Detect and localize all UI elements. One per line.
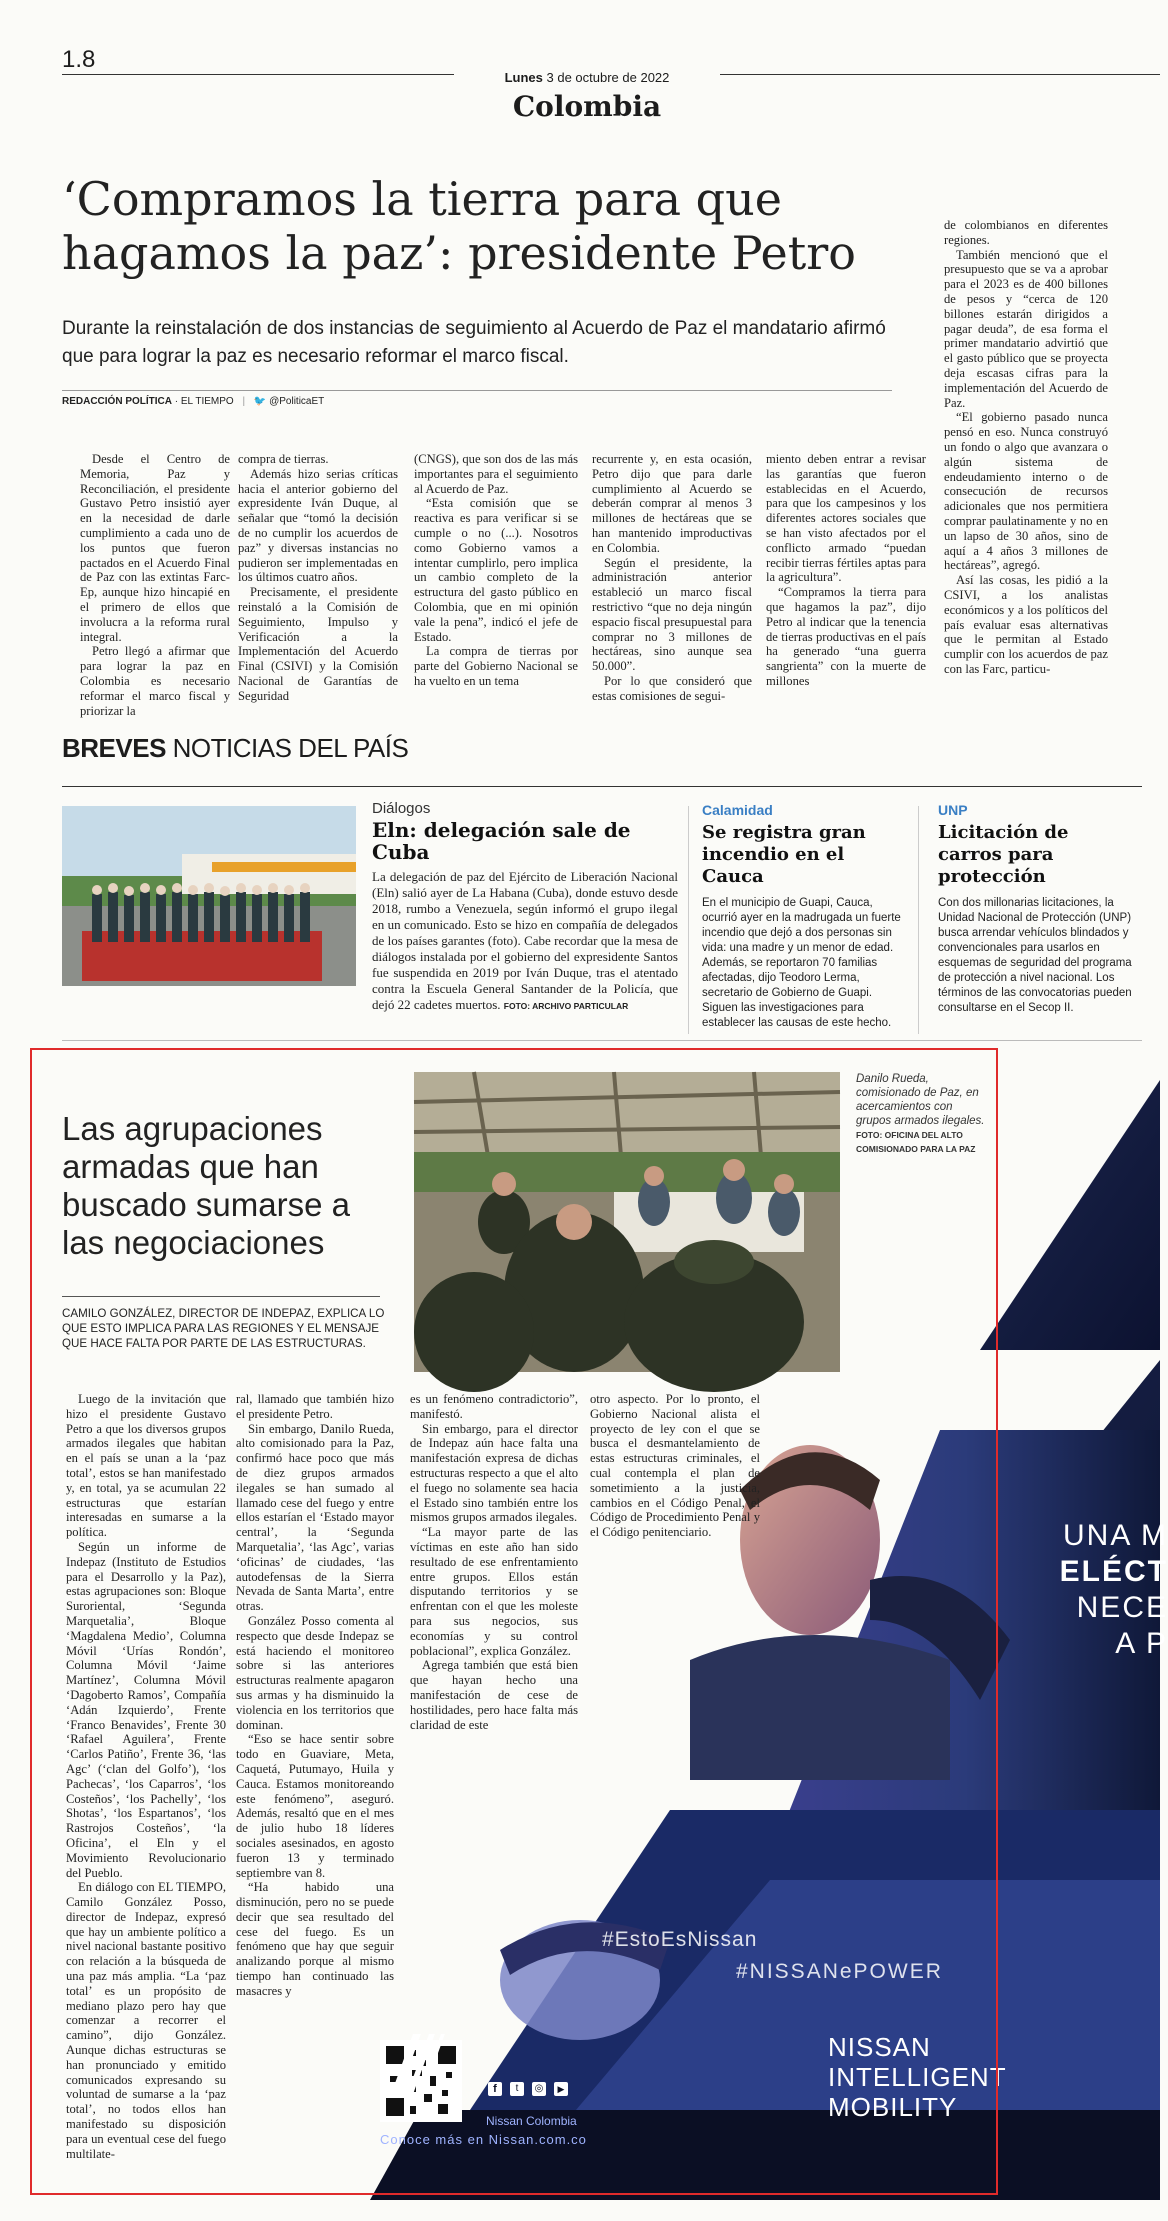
- second-dek: CAMILO GONZÁLEZ, DIRECTOR DE INDEPAZ, EXPLICA LO QUE ESTO IMPLICA PARA LAS REGIONES Y EL MENSAJE QUE HACE FALTA POR PARTE DE LAS ESTRUCTURAS.: [62, 1307, 385, 1350]
- section-title: Colombia: [512, 90, 662, 123]
- paragraph: es un fenómeno contradictorio”, manifestó.: [410, 1392, 578, 1421]
- paragraph: Además hizo serias críticas hacia el anterior gobierno del expresidente Iván Duque, al señalar que “tomó la decisión de no cumplir los acuerdos de paz” y diversas instancias no pudieron ser implementadas en los últimos cuatro años.: [238, 466, 398, 585]
- eln-delegation-photo: [62, 806, 356, 986]
- photo-caption: Danilo Rueda, comisionado de Paz, en acercamientos con grupos armados ilegales. FOTO: OFICINA DEL ALTO COMISIONADO PARA LA PAZ: [856, 1073, 985, 1154]
- paragraph: “Esta comisión que se reactiva es para verificar si se cumple o no (...). Nosotros como Gobierno vamos a intentar cumplirlo, pero implica un cambio completo de la estructura del gasto público en Colombia, que en mi opinión vale la pena”, indicó el jefe de Estado.: [414, 496, 578, 644]
- second-column-4: [590, 1392, 760, 1540]
- paragraph: González Posso comenta al respecto que desde Indepaz se está haciendo el monitoreo sobre si las anteriores estructuras realmente apagaron sus armas y ha disminuido la violencia en los territorios que dominan.: [236, 1613, 394, 1732]
- second-column-3: [410, 1392, 578, 1732]
- breve-headline: Licitación de carros para protección: [938, 822, 1069, 887]
- paragraph: Según el presidente, la administración anterior estableció un marco fiscal restrictivo “que no deja ningún espacio fiscal presupuestal para comprar no 3 millones de hectáreas, sino aunque sea 50.000”.: [592, 555, 752, 674]
- paragraph: ral, llamado que también hizo el presidente Petro.: [236, 1392, 394, 1421]
- paragraph: recurrente y, en esta ocasión, Petro dijo que para darle cumplimiento al Acuerdo se deberán comprar al menos 3 millones de hectáreas que se han mantenido improductivas en Colombia.: [592, 452, 752, 555]
- second-column-1: [66, 1392, 226, 2161]
- paragraph: compra de tierras.: [238, 452, 329, 466]
- breve-unp: [938, 802, 1134, 1016]
- breves-divider: [688, 806, 689, 1034]
- paragraph: Agrega también que está bien que hayan hecho una manifestación de cese de hostilidades, pero hace falta más claridad de este: [410, 1658, 578, 1732]
- paragraph: Sin embargo, para el director de Indepaz aún hace falta una manifestación expresa de dichas estructuras respecto a que el alto el fuego no solamente sea hacia el Estado sino también entre los mismos grupos armados ilegales.: [410, 1421, 578, 1525]
- byline-rule: [62, 390, 892, 391]
- paragraph: “El gobierno pasado nunca pensó en eso. Nunca construyó un fondo o algo que avanzara o algún sistema de endeudamiento interno o de consecución de recursos adicionales que nos permitiera comprar paulatinamente y no en un lapso de 30 años, sino de aquí a 4 años 3 millones de hectáreas”, agregó.: [944, 410, 1108, 573]
- twitter-icon[interactable]: t: [515, 2083, 519, 2094]
- breve-text: Con dos millonarias licitaciones, la Unidad Nacional de Protección (UNP) busca arrendar vehículos blindados y convencionales para usarlos en esquemas de seguridad del programa de protección a nivel nacional. Los términos de las convocatorias pueden consultarse en el Secop II.: [938, 897, 1132, 1014]
- main-column-2: [238, 452, 398, 704]
- paragraph: “Ha habido una disminución, pero no se puede decir que sea resultado del cese del fuego. Es un fenómeno que hay que seguir analizando porque al mismo tiempo han continuado las masacres y: [236, 1880, 394, 1998]
- paragraph: Precisamente, el presidente reinstaló a la Comisión de Seguimiento, Impulso y Verificación a la Implementación del Acuerdo Final (CSIVI) y la Comisión Nacional de Garantías de Seguridad: [238, 585, 398, 703]
- twitter-icon: 🐦: [253, 396, 267, 407]
- nissan-brand: NISSAN INTELLIGENT MOBILITY: [828, 2032, 1007, 2122]
- ad-hashtag-1: #EstoEsNissan: [602, 1928, 758, 1951]
- photo-credit: FOTO: ARCHIVO PARTICULAR: [503, 1001, 629, 1011]
- paragraph: otro aspecto. Por lo pronto, el Gobierno Nacional alista el proyecto de ley con el que se busca el desmantelamiento de estas estructuras criminales, el cual contempla el plan de sometimiento a la justicia, cambios en el Código Penal, el Código de Procedimiento Penal y el Código penitenciario.: [590, 1392, 760, 1540]
- second-dek-rule: [62, 1296, 380, 1297]
- youtube-icon[interactable]: ▶: [557, 2084, 565, 2094]
- breves-divider: [918, 806, 919, 1034]
- paragraph: En diálogo con EL TIEMPO, Camilo González Posso, director de Indepaz, expresó que hay un ambiente político a nivel nacional bastante positivo con relación a la búsqueda de una paz más amplia. “La ‘paz total’ es un propósito de mediano plazo pero hay que comenzar a recorrer el camino”, dijo González. Aunque dichas estructuras se han pronunciado y emitido comunicados expresando su voluntad de sumarse a la ‘paz total’, no todos ellos han manifestado su disposición para un eventual cese del fuego multilate-: [66, 1880, 226, 2161]
- paragraph: Luego de la invitación que hizo el presidente Gustavo Petro a que los diversos grupos armados ilegales que habitan en el país se unan a la ‘paz total’, estos se han manifestado y, en total, ya se acumulan 22 estructuras que estarían interesadas en sumarse a la política.: [66, 1392, 226, 1540]
- second-column-2: [236, 1392, 394, 1999]
- main-column-6: [944, 218, 1108, 677]
- paragraph: miento deben entrar a revisar las garantías que fueron establecidas en el Acuerdo, para que los campesinos y los diferentes actores sociales que se han visto afectados por el conflicto armado “puedan recibir tierras fértiles aptas para la agricultura”.: [766, 452, 926, 585]
- breve-kicker: UNP: [938, 802, 968, 818]
- second-headline: Las agrupaciones armadas que han buscado sumarse a las negociaciones: [62, 1110, 350, 1261]
- paragraph: (CNGS), que son dos de las más importantes para el seguimiento al Acuerdo de Paz.: [414, 452, 578, 496]
- breve-kicker: Diálogos: [372, 800, 431, 817]
- ad-hashtag-2: #NISSANePOWER: [736, 1960, 943, 1983]
- ad-url[interactable]: Conoce más en Nissan.com.co: [380, 2132, 587, 2147]
- paragraph: Sin embargo, Danilo Rueda, alto comisionado para la Paz, confirmó hace poco que más de diez grupos armados ilegales se han sumado al llamado cese del fuego y entre ellos estarían el ‘Estado mayor central’, la ‘Segunda Marquetalia’, ‘las Agc’, varias ‘oficinas’ de ciudades, ‘las autodefensas de la Sierra Nevada de Santa Marta’, entre otras.: [236, 1421, 394, 1614]
- breve-headline: Eln: delegación sale de Cuba: [372, 818, 631, 864]
- paragraph: También mencionó que el presupuesto que se va a aprobar para el 2023 es de 400 billones de pesos y “cerca de 120 billones estarán dirigidos a pagar deuda”, de esa forma el primer mandatario advirtió que el gasto público que se proyecta deja escasas cifras para la implementación del Acuerdo de Paz.: [944, 247, 1108, 410]
- main-column-4: [592, 452, 752, 704]
- paragraph: Desde el Centro de Memoria, Paz y Reconciliación, el presidente Gustavo Petro insistió ayer en la necesidad de darle cumplimiento a cada uno de los puntos que fueron pactados en el Acuerdo Final de Paz con las extintas Farc-Ep, aunque hizo hincapié en el primero de ellos que involucra a la reforma rural integral.: [80, 452, 230, 644]
- facebook-icon[interactable]: f: [493, 2083, 497, 2095]
- page-number: 1.8: [62, 46, 96, 73]
- instagram-icon[interactable]: ◎: [534, 2083, 544, 2094]
- dateline: Lunes 3 de octubre de 2022: [504, 70, 670, 85]
- ad-social-name: Nissan Colombia: [486, 2114, 577, 2128]
- header-rule-right: [720, 74, 1160, 75]
- photo-credit: FOTO: OFICINA DEL ALTO COMISIONADO PARA LA PAZ: [856, 1130, 976, 1154]
- breve-kicker: Calamidad: [702, 802, 773, 818]
- main-dek: Durante la reinstalación de dos instancias de seguimiento al Acuerdo de Paz el mandatario afirmó que para lograr la paz es necesario reformar el marco fiscal.: [62, 318, 886, 367]
- paragraph: La compra de tierras por parte del Gobierno Nacional se ha vuelto en un tema: [414, 644, 578, 688]
- paragraph: de colombianos en diferentes regiones.: [944, 218, 1108, 247]
- main-column-3: [414, 452, 578, 689]
- ad-tagline: UNA M ELÉCT NECE A P: [1059, 1519, 1168, 1660]
- paragraph: Por lo que consideró que estas comisiones de segui-: [592, 673, 752, 703]
- breve-cauca: [702, 802, 902, 1031]
- breve-text: La delegación de paz del Ejército de Liberación Nacional (Eln) salió ayer de La Habana (Cuba), donde estuvo desde 2018, rumbo a Venezuela, según informó el grupo ilegal en un comunicado. Esto se hizo en compañía de delegados de los países garantes (foto). Cabe recordar que la mesa de diálogos instalada por el gobierno del expresidente Santos fue suspendida en 2019 por Iván Duque, tras el atentado contra la Escuela General Santander de la Policía, que dejó 22 cadetes muertos. FOTO: ARCHIVO PARTICULAR: [372, 869, 678, 1012]
- byline-handle[interactable]: @PoliticaET: [269, 396, 325, 407]
- danilo-rueda-photo: [414, 1072, 840, 1372]
- breve-headline: Se registra gran incendio en el Cauca: [702, 822, 866, 887]
- breves-title: BREVES NOTICIAS DEL PAÍS: [62, 733, 409, 763]
- breve-eln: [372, 800, 678, 1014]
- breve-text: En el municipio de Guapi, Cauca, ocurrió ayer en la madrugada un fuerte incendio que dejó a dos personas sin vida: una madre y un menor de edad. Además, se reportaron 70 familias afectadas, dijo Teodoro Lerma, secretario de Gobierno de Guapi. Siguen las investigaciones para establecer las causas de este hecho.: [702, 897, 901, 1029]
- breves-rule: [62, 786, 1142, 787]
- paragraph: Petro llegó a afirmar que para lograr la paz en Colombia es necesario reformar el marco fiscal y priorizar la: [80, 644, 230, 718]
- paragraph: “Compramos la tierra para que hagamos la paz”, dijo Petro al indicar que la tenencia de tierras productivas en el país ha generado “una guerra sangrienta” con la muerte de millones: [766, 585, 926, 688]
- paragraph: “La mayor parte de las víctimas en este año han sido resultado de ese enfrentamiento entre grupos. Ellos están disputando territorios y se enfrentan con el que les moleste para sus negocios, sus economías y su control poblacional”, explica González.: [410, 1525, 578, 1658]
- main-column-5: [766, 452, 926, 689]
- byline: REDACCIÓN POLÍTICA · EL TIEMPO | 🐦 @PoliticaET: [62, 396, 325, 407]
- main-headline: ‘Compramos la tierra para que hagamos la paz’: presidente Petro: [62, 172, 856, 280]
- paragraph: Así las cosas, les pidió a la CSIVI, a los analistas económicos y a los políticos del país evaluar esas alternativas que le permitan al Estado cumplir con los acuerdos de paz con las Farc, particu-: [944, 573, 1108, 676]
- paragraph: “Eso se hace sentir sobre todo en Guaviare, Meta, Caquetá, Putumayo, Huila y Cauca. Estamos monitoreando este fenómeno”, aseguró. Además, resaltó que en el mes de julio hubo 18 líderes sociales asesinados, en agosto fueron 13 y terminado septiembre van 8.: [236, 1732, 394, 1880]
- paragraph: Según un informe de Indepaz (Instituto de Estudios para el Desarrollo y la Paz), estas agrupaciones son: Bloque Suroriental, ‘Segunda Marquetalia’, Bloque ‘Magdalena Medio’, Columna Móvil ‘Urías Rondón’, Columna Móvil ‘Jaime Martínez’, Columna Móvil ‘Dagoberto Ramos’, Compañía ‘Adán Izquierdo’, Frente ‘Franco Benavides’, Frente 30 ‘Rafael Aguilera’, Frente ‘Carlos Patiño’, Frente 36, ‘las Agc’ (‘clan del Golfo’), ‘los Pachecas’, ‘los Caparros’, ‘los Costeños’, ‘los Pachelly’, ‘los Shotas’, ‘los Espartanos’, ‘los Rastrojos Costeños’, ‘la Oficina’, el Eln y el Movimiento Revolucionario del Pueblo.: [66, 1539, 226, 1880]
- main-column-1: [80, 452, 230, 718]
- header-rule-left: [62, 74, 454, 75]
